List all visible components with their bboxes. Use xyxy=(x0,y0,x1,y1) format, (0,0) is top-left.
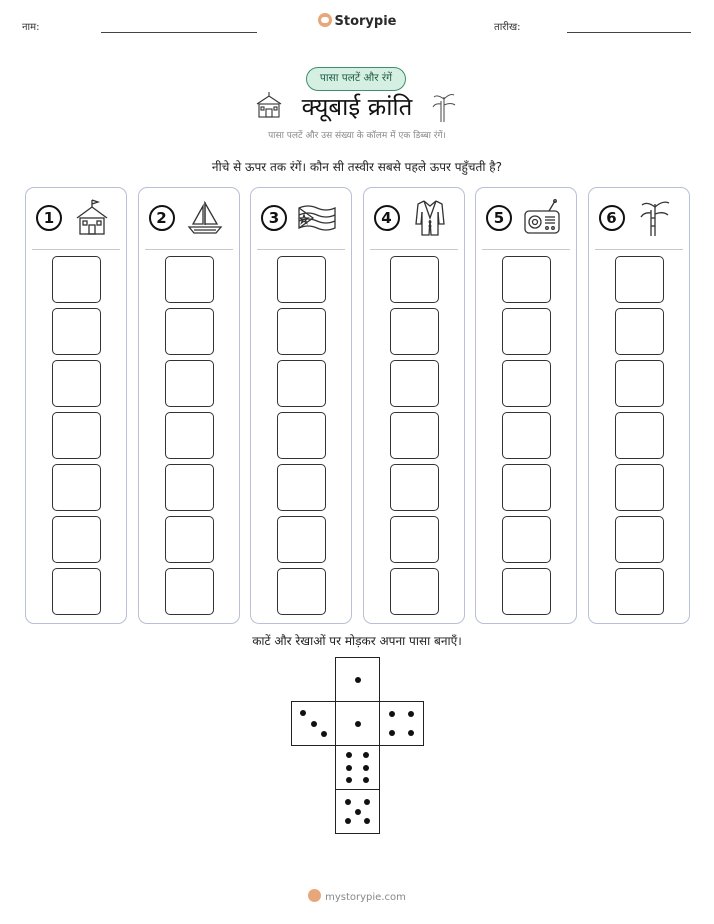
color-box[interactable] xyxy=(165,256,214,303)
column-number: 3 xyxy=(261,205,287,231)
dice-pip xyxy=(346,752,352,758)
column-divider xyxy=(595,249,683,250)
dice-face-5 xyxy=(335,789,380,834)
color-column-6 xyxy=(588,187,690,624)
color-box[interactable] xyxy=(52,568,101,615)
color-box[interactable] xyxy=(615,308,664,355)
color-box[interactable] xyxy=(390,412,439,459)
column-divider xyxy=(257,249,345,250)
dice-pip xyxy=(345,818,351,824)
name-line[interactable] xyxy=(101,32,257,33)
page-title: क्यूबाई क्रांति xyxy=(301,93,413,121)
radio-icon xyxy=(522,198,562,238)
color-box[interactable] xyxy=(390,256,439,303)
column-divider xyxy=(145,249,233,250)
dice-face-1 xyxy=(335,657,380,702)
color-box[interactable] xyxy=(502,360,551,407)
date-line[interactable] xyxy=(567,32,691,33)
dice-face-1 xyxy=(335,701,380,746)
color-box[interactable] xyxy=(615,256,664,303)
dice-face-3 xyxy=(291,701,336,746)
dice-pip xyxy=(300,710,306,716)
dice-pip xyxy=(311,721,317,727)
color-column-5 xyxy=(475,187,577,624)
color-box[interactable] xyxy=(277,360,326,407)
brand-name: Storypie xyxy=(334,14,397,29)
footer xyxy=(0,889,714,903)
activity-badge: पासा पलटें और रंगें xyxy=(306,67,406,91)
dice-pip xyxy=(345,799,351,805)
color-box[interactable] xyxy=(615,464,664,511)
schoolhouse-icon xyxy=(72,198,112,238)
sugarcane-icon xyxy=(431,91,457,123)
color-column-2 xyxy=(138,187,240,624)
color-box[interactable] xyxy=(277,568,326,615)
color-box[interactable] xyxy=(502,516,551,563)
color-box[interactable] xyxy=(277,516,326,563)
column-number: 4 xyxy=(374,205,400,231)
column-divider xyxy=(482,249,570,250)
color-box[interactable] xyxy=(390,464,439,511)
column-number: 5 xyxy=(486,205,512,231)
dice-pip xyxy=(346,765,352,771)
color-box[interactable] xyxy=(615,360,664,407)
column-divider xyxy=(370,249,458,250)
dice-pip xyxy=(355,677,361,683)
color-box[interactable] xyxy=(615,568,664,615)
dice-pip xyxy=(363,765,369,771)
color-box[interactable] xyxy=(277,256,326,303)
color-box[interactable] xyxy=(502,308,551,355)
color-box[interactable] xyxy=(165,568,214,615)
suit-icon xyxy=(410,198,450,238)
color-box[interactable] xyxy=(165,464,214,511)
color-box[interactable] xyxy=(390,308,439,355)
color-box[interactable] xyxy=(502,568,551,615)
dice-pip xyxy=(389,730,395,736)
footer-url[interactable]: mystorypie.com xyxy=(325,892,406,903)
dice-pip xyxy=(346,777,352,783)
date-label: तारीख: xyxy=(494,22,521,33)
sailboat-icon xyxy=(185,198,225,238)
color-box[interactable] xyxy=(52,464,101,511)
color-box[interactable] xyxy=(277,464,326,511)
color-box[interactable] xyxy=(502,412,551,459)
color-box[interactable] xyxy=(52,516,101,563)
dice-face-4 xyxy=(379,701,424,746)
dice-pip xyxy=(389,711,395,717)
brand-logo xyxy=(0,13,714,29)
column-divider xyxy=(32,249,120,250)
dice-pip xyxy=(408,711,414,717)
color-box[interactable] xyxy=(390,516,439,563)
color-box[interactable] xyxy=(615,412,664,459)
name-label: नाम: xyxy=(22,22,40,33)
color-box[interactable] xyxy=(52,360,101,407)
color-column-4 xyxy=(363,187,465,624)
color-box[interactable] xyxy=(165,516,214,563)
color-box[interactable] xyxy=(165,360,214,407)
column-number: 2 xyxy=(149,205,175,231)
column-number: 6 xyxy=(599,205,625,231)
storypie-logo-icon xyxy=(318,13,332,27)
color-box[interactable] xyxy=(390,568,439,615)
subtitle: पासा पलटें और उस संख्या के कॉलम में एक डिब्बा रंगें। xyxy=(268,131,446,141)
cuban-flag-icon xyxy=(297,198,337,238)
dice-pip xyxy=(408,730,414,736)
sugarcane-icon xyxy=(635,198,675,238)
color-column-1 xyxy=(25,187,127,624)
dice-pip xyxy=(355,721,361,727)
cut-instruction: काटें और रेखाओं पर मोड़कर अपना पासा बनाएँ। xyxy=(252,634,462,648)
color-box[interactable] xyxy=(615,516,664,563)
column-number: 1 xyxy=(36,205,62,231)
color-box[interactable] xyxy=(165,308,214,355)
dice-pip xyxy=(321,731,327,737)
dice-face-6 xyxy=(335,745,380,790)
storypie-logo-icon xyxy=(308,889,321,902)
color-column-3 xyxy=(250,187,352,624)
color-box[interactable] xyxy=(277,308,326,355)
color-box[interactable] xyxy=(52,412,101,459)
instruction: नीचे से ऊपर तक रंगें। कौन सी तस्वीर सबसे पहले ऊपर पहुँचती है? xyxy=(211,160,503,174)
color-box[interactable] xyxy=(165,412,214,459)
color-box[interactable] xyxy=(277,412,326,459)
color-box[interactable] xyxy=(52,256,101,303)
dice-pip xyxy=(355,809,361,815)
dice-pip xyxy=(364,799,370,805)
color-box[interactable] xyxy=(390,360,439,407)
dice-pip xyxy=(364,818,370,824)
color-box[interactable] xyxy=(502,256,551,303)
dice-pip xyxy=(363,777,369,783)
color-box[interactable] xyxy=(502,464,551,511)
dice-pip xyxy=(363,752,369,758)
color-box[interactable] xyxy=(52,308,101,355)
